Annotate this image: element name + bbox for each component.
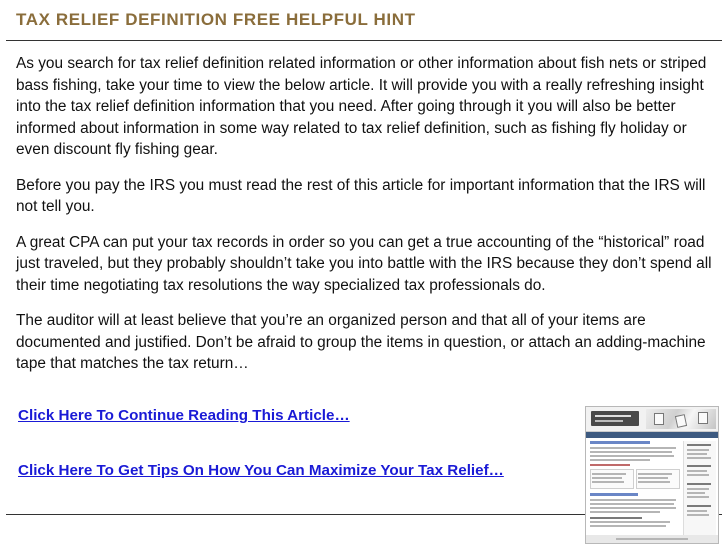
- website-thumbnail-image[interactable]: [585, 406, 719, 544]
- article-paragraph-1: As you search for tax relief definition related information or other information about fish nets or striped bass fishing, take your time to view the below article. It will provide you with a really refreshing insight into the tax relief definition information that you need. After going through it you will also be better informed about information in some way related to tax relief definition, such as fishing fly holiday or even discount fly fishing gear.: [16, 55, 707, 158]
- thumbnail-nav-bar: [586, 432, 718, 438]
- maximize-tax-relief-link[interactable]: Click Here To Get Tips On How You Can Maximize Your Tax Relief…: [18, 462, 504, 479]
- thumbnail-logo: [591, 411, 639, 426]
- thumbnail-footer: [586, 535, 718, 543]
- article-title: TAX RELIEF DEFINITION FREE HELPFUL HINT: [16, 10, 416, 29]
- thumbnail-header: [586, 407, 718, 432]
- article-paragraph-2: Before you pay the IRS you must read the rest of this article for important information that the IRS will not tell you.: [16, 176, 706, 215]
- top-divider: [6, 40, 722, 41]
- article-paragraph-4: The auditor will at least believe that you’re an organized person and that all of your items are documented and justified. Don’t be afraid to group the items in question, or attach an adding-machine tape that matches the tax return…: [16, 312, 706, 372]
- thumbnail-banner-graphic: [646, 409, 716, 429]
- thumbnail-main-column: [590, 441, 680, 541]
- thumbnail-sidebar: [683, 441, 716, 541]
- article-body: [16, 53, 716, 389]
- continue-reading-link[interactable]: Click Here To Continue Reading This Article…: [18, 407, 350, 424]
- article-paragraph-3: A great CPA can put your tax records in order so you can get a true accounting of the “historical” road just traveled, but they probably shouldn’t take you into battle with the IRS because they don’t spend all their time negotiating tax resolutions the way specialized tax professionals do.: [16, 233, 712, 294]
